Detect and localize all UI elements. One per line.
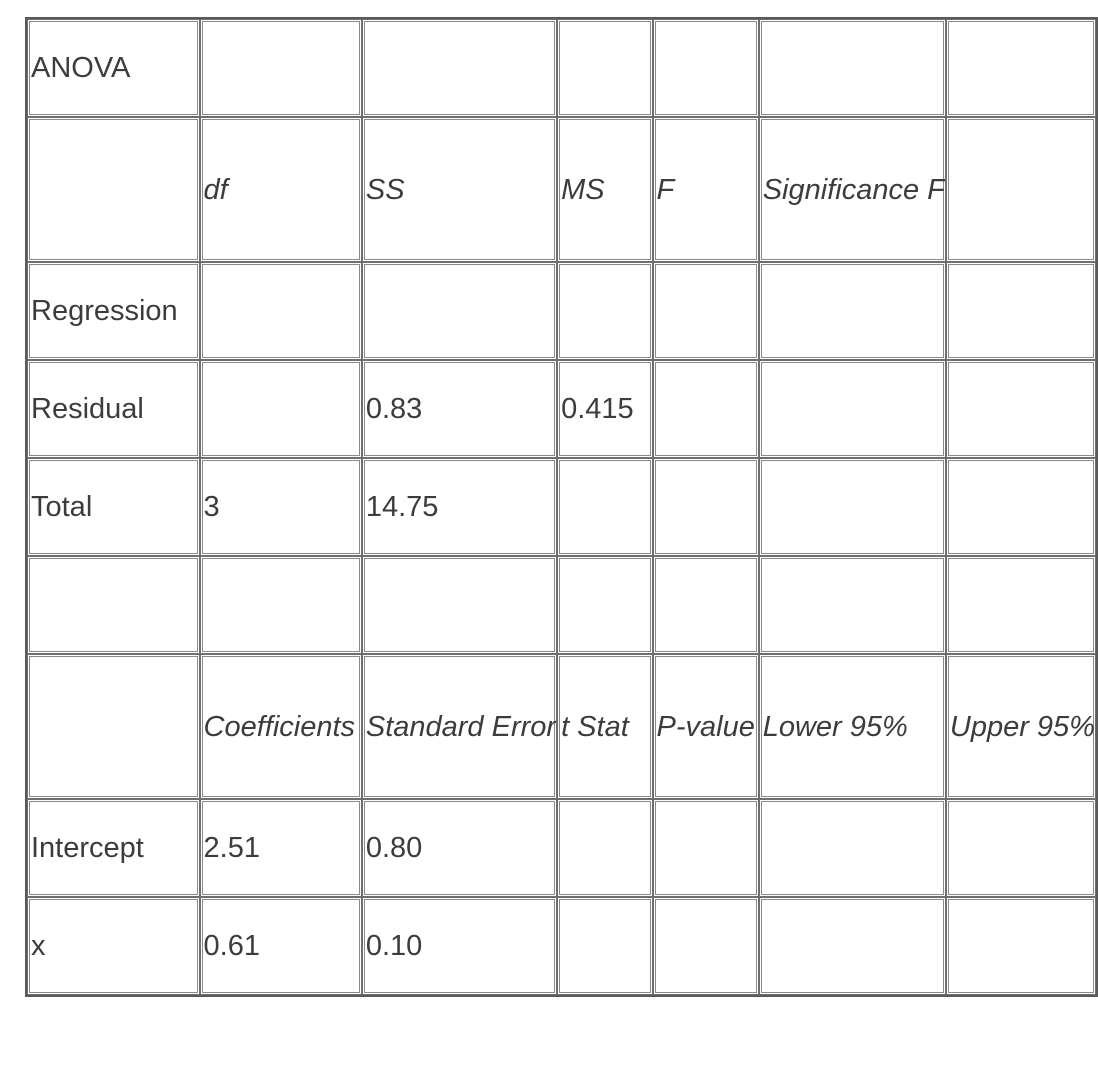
- table-row: [27, 458, 1096, 556]
- empty-cell: [759, 897, 946, 995]
- table-row: [27, 19, 1096, 117]
- row-label: Total: [27, 458, 200, 556]
- anova-header-row: [27, 117, 1096, 262]
- empty-cell: [946, 19, 1096, 117]
- empty-cell: [653, 360, 759, 458]
- standard-error-cell: 0.80: [362, 799, 557, 897]
- row-label: Residual: [27, 360, 200, 458]
- empty-cell: [557, 556, 652, 654]
- ss-cell: 0.83: [362, 360, 557, 458]
- header-t-stat: t Stat: [557, 654, 652, 799]
- empty-cell: [557, 19, 652, 117]
- header-p-value: P-value: [653, 654, 759, 799]
- empty-cell: [27, 556, 200, 654]
- table-row: [27, 897, 1096, 995]
- header-coefficients: Coefficients: [200, 654, 362, 799]
- empty-cell: [946, 897, 1096, 995]
- empty-cell: [200, 19, 362, 117]
- empty-cell: [946, 360, 1096, 458]
- header-standard-error: Standard Error: [362, 654, 557, 799]
- empty-cell: [653, 262, 759, 360]
- table-row: [27, 262, 1096, 360]
- empty-cell: [653, 799, 759, 897]
- empty-cell: [759, 556, 946, 654]
- coefficient-cell: 2.51: [200, 799, 362, 897]
- row-label: Regression: [27, 262, 200, 360]
- empty-cell: [557, 799, 652, 897]
- row-label: Intercept: [27, 799, 200, 897]
- header-df: df: [200, 117, 362, 262]
- ss-cell: 14.75: [362, 458, 557, 556]
- standard-error-cell: 0.10: [362, 897, 557, 995]
- table-row: [27, 556, 1096, 654]
- empty-cell: [200, 556, 362, 654]
- df-cell: [200, 262, 362, 360]
- header-lower-95: Lower 95%: [759, 654, 946, 799]
- coefficient-cell: 0.61: [200, 897, 362, 995]
- coefficients-header-row: [27, 654, 1096, 799]
- empty-cell: [946, 262, 1096, 360]
- header-ss: SS: [362, 117, 557, 262]
- header-ms: MS: [557, 117, 652, 262]
- df-cell: 3: [200, 458, 362, 556]
- header-f: F: [653, 117, 759, 262]
- empty-cell: [759, 799, 946, 897]
- empty-cell: [946, 458, 1096, 556]
- table-row: [27, 799, 1096, 897]
- empty-cell: [759, 360, 946, 458]
- empty-cell: [27, 654, 200, 799]
- anova-table: [25, 17, 1098, 997]
- row-label: x: [27, 897, 200, 995]
- empty-cell: [557, 897, 652, 995]
- empty-cell: [946, 556, 1096, 654]
- empty-cell: [653, 556, 759, 654]
- empty-cell: [653, 897, 759, 995]
- ss-cell: [362, 262, 557, 360]
- empty-cell: [759, 262, 946, 360]
- empty-cell: [946, 799, 1096, 897]
- empty-cell: [362, 556, 557, 654]
- table-row: [27, 360, 1096, 458]
- ms-cell: 0.415: [557, 360, 652, 458]
- empty-cell: [362, 19, 557, 117]
- empty-cell: [653, 19, 759, 117]
- ms-cell: [557, 262, 652, 360]
- df-cell: [200, 360, 362, 458]
- empty-cell: [27, 117, 200, 262]
- anova-title: ANOVA: [27, 19, 200, 117]
- empty-cell: [946, 117, 1096, 262]
- empty-cell: [653, 458, 759, 556]
- ms-cell: [557, 458, 652, 556]
- header-upper-95: Upper 95%: [946, 654, 1096, 799]
- empty-cell: [759, 19, 946, 117]
- empty-cell: [759, 458, 946, 556]
- header-significance-f: Significance F: [759, 117, 946, 262]
